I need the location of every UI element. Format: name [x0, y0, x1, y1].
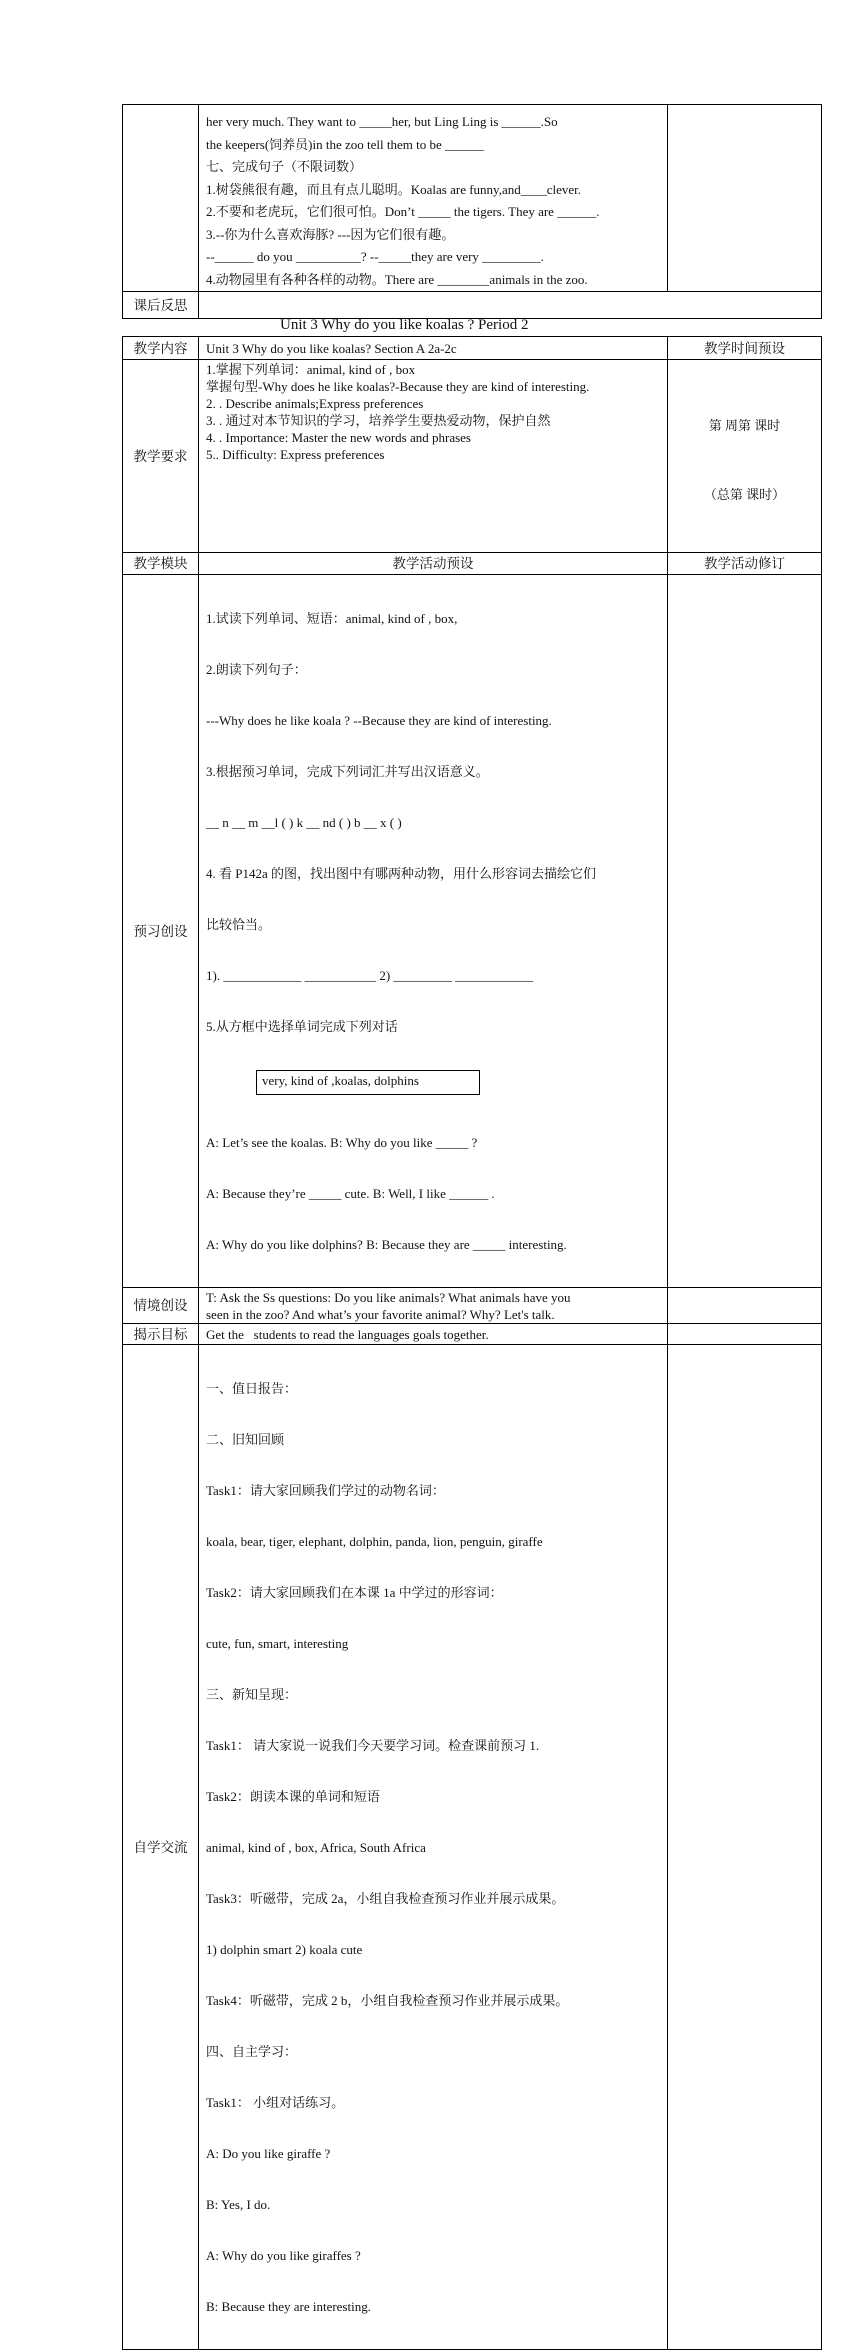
reflection-cell: [199, 292, 822, 319]
requirement-line: 5.. Difficulty: Express preferences: [206, 447, 385, 462]
requirement-line: 4. . Importance: Master the new words and phrases: [206, 430, 471, 445]
preview-line: 1.试读下列单词、短语：animal, kind of , box,: [206, 611, 458, 626]
self-study-line: B: Because they are interesting.: [206, 2299, 371, 2314]
word-box: very, kind of ,koalas, dolphins: [256, 1070, 480, 1095]
requirement-line: 3. . 通过对本节知识的学习，培养学生要热爱动物，保护自然: [206, 413, 551, 428]
situation-cell: [199, 1288, 668, 1324]
dialogue-line: A: Because they’re _____ cute. B: Well, I like ______ .: [206, 1186, 495, 1201]
exercise-line: 4.动物园里有各种各样的动物。There are ________animals in the zoo.: [206, 271, 588, 287]
self-study-line: Task3：听磁带，完成 2a，小组自我检查预习作业并展示成果。: [206, 1891, 565, 1906]
preview-line: ---Why does he like koala ? --Because they are kind of interesting.: [206, 713, 552, 728]
preview-line: 3.根据预习单词，完成下列词汇并写出汉语意义。: [206, 764, 489, 779]
situation-line: T: Ask the Ss questions: Do you like animals? What animals have you: [206, 1290, 571, 1305]
preview-revision-cell: [668, 575, 822, 1288]
dialogue-line: A: Why do you like dolphins? B: Because they are _____ interesting.: [206, 1237, 567, 1252]
activity-plan-header: 教学活动预设: [199, 553, 668, 575]
exercise-line: 七、完成句子（不限词数）: [206, 159, 363, 174]
self-study-label: 自学交流: [123, 1345, 199, 2350]
content-label: 教学内容: [123, 337, 199, 360]
requirement-line: 掌握句型-Why does he like koalas?-Because they are kind of interesting.: [206, 379, 590, 394]
exercise-cell: [199, 105, 668, 292]
exercise-line: --______ do you __________? --_____they are very _________.: [206, 249, 544, 264]
previous-lesson-table: [122, 104, 822, 319]
preview-line: 4. 看 P142a 的图，找出图中有哪两种动物，用什么形容词去描绘它们: [206, 866, 597, 881]
preview-line: __ n __ m __l ( ) k __ nd ( ) b __ x ( ): [206, 815, 402, 830]
exercise-line: 3.--你为什么喜欢海豚? ---因为它们很有趣。: [206, 226, 455, 242]
exercise-line: her very much. They want to _____her, but Ling Ling is ______.So: [206, 114, 558, 129]
preview-label: 预习创设: [123, 575, 199, 1288]
self-study-line: 二、旧知回顾: [206, 1432, 285, 1447]
empty-right-cell: [668, 105, 822, 292]
self-study-line: A: Why do you like giraffes ?: [206, 2248, 361, 2263]
week-period-text: 第 周第 课时: [708, 418, 781, 433]
lesson-title: Unit 3 Why do you like koalas ? Period 2: [280, 317, 529, 333]
requirement-line: 1.掌握下列单词：animal, kind of , box: [206, 362, 416, 377]
lesson-plan-table: [122, 336, 822, 2350]
requirements-cell: [199, 360, 668, 553]
preview-line: 1). ____________ ___________ 2) _________ ____________: [206, 968, 534, 983]
period-cell: [668, 360, 822, 553]
preview-line: 比较恰当。: [206, 917, 272, 932]
self-study-line: animal, kind of , box, Africa, South Africa: [206, 1840, 426, 1855]
exercise-line: 1.树袋熊很有趣，而且有点儿聪明。Koalas are funny,and____clever.: [206, 181, 582, 197]
self-study-line: 三、新知呈现：: [206, 1687, 298, 1702]
self-study-line: Task1： 请大家说一说我们今天要学习词。检查课前预习 1.: [206, 1738, 540, 1753]
reflection-label: 课后反思: [123, 292, 199, 319]
self-study-line: Task2：请大家回顾我们在本课 1a 中学过的形容词：: [206, 1585, 503, 1600]
self-study-line: 1) dolphin smart 2) koala cute: [206, 1942, 363, 1957]
dialogue-line: A: Let’s see the koalas. B: Why do you like _____ ?: [206, 1135, 478, 1150]
self-study-line: cute, fun, smart, interesting: [206, 1636, 349, 1651]
goal-label: 揭示目标: [123, 1324, 199, 1345]
self-study-line: 四、自主学习：: [206, 2044, 298, 2059]
self-study-cell: [199, 1345, 668, 2350]
exercise-line: 2.不要和老虎玩，它们很可怕。Don’t _____ the tigers. They are ______.: [206, 204, 600, 219]
situation-label: 情境创设: [123, 1288, 199, 1324]
self-study-line: Task1： 小组对话练习。: [206, 2095, 345, 2110]
self-study-line: 一、值日报告：: [206, 1381, 298, 1396]
module-label: 教学模块: [123, 553, 199, 575]
activity-revision-header: 教学活动修订: [668, 553, 822, 575]
requirement-line: 2. . Describe animals;Express preferences: [206, 396, 424, 411]
requirements-label: 教学要求: [123, 360, 199, 553]
situation-line: seen in the zoo? And what’s your favorite animal? Why? Let's talk.: [206, 1307, 555, 1322]
self-study-revision-cell: [668, 1345, 822, 2350]
word-box-row: [206, 1070, 661, 1095]
self-study-line: koala, bear, tiger, elephant, dolphin, panda, lion, penguin, giraffe: [206, 1534, 543, 1549]
goal-text: Get the students to read the languages goals together.: [199, 1324, 668, 1345]
exercise-line: the keepers(饲养员)in the zoo tell them to be ______: [206, 136, 484, 152]
goal-revision-cell: [668, 1324, 822, 1345]
self-study-line: B: Yes, I do.: [206, 2197, 271, 2212]
time-plan-label: 教学时间预设: [668, 337, 822, 360]
total-period-text: （总第 课时）: [703, 487, 786, 502]
preview-line: 2.朗读下列句子：: [206, 662, 307, 677]
situation-revision-cell: [668, 1288, 822, 1324]
self-study-line: Task1：请大家回顾我们学过的动物名词：: [206, 1483, 445, 1498]
self-study-line: A: Do you like giraffe ?: [206, 2146, 331, 2161]
preview-cell: [199, 575, 668, 1288]
empty-label-cell: [123, 105, 199, 292]
content-text: Unit 3 Why do you like koalas? Section A 2a-2c: [199, 337, 668, 360]
self-study-line: Task2：朗读本课的单词和短语: [206, 1789, 380, 1804]
preview-line: 5.从方框中选择单词完成下列对话: [206, 1019, 398, 1034]
self-study-line: Task4：听磁带，完成 2 b，小组自我检查预习作业并展示成果。: [206, 1993, 569, 2008]
